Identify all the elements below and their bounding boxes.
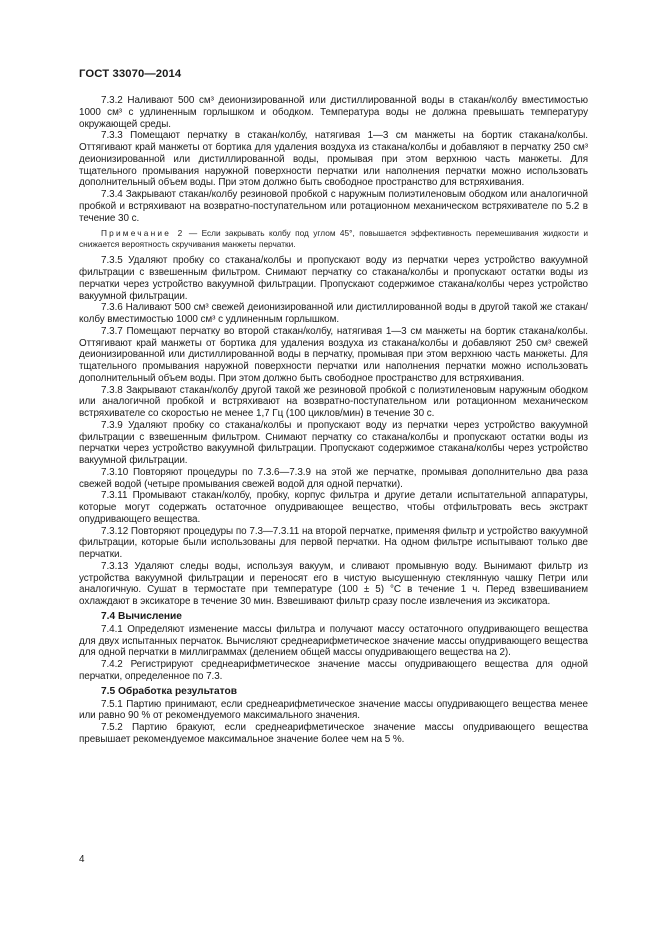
paragraph-7-3-8: 7.3.8 Закрывают стакан/колбу другой такой же резиновой пробкой с полиэтиленовым наружным ободком или аналогичной пробкой и встряхивают на возвратно-поступательном или ротационном механическом встряхивателе со скоростью не менее 1,7 Гц (100 циклов/мин) в течение 30 с. xyxy=(79,384,588,419)
paragraph-7-3-5: 7.3.5 Удаляют пробку со стакана/колбы и пропускают воду из перчатки через устройство вакуумной фильтрации с взвешенным фильтром. Снимают перчатку со стакана/колбы и пропускают остатки воды из перчатки через устройство вакуумной фильтрации. Пропускают содержимое стакана/колбы через устройство вакуумной фильтрации. xyxy=(79,255,588,302)
section-7-4-title: 7.4 Вычисление xyxy=(101,610,182,622)
paragraph-7-3-6: 7.3.6 Наливают 500 см³ свежей деионизированной или дистиллированной воды в другой такой же стакан/колбу вместимостью 1000 см³ с удлиненным горлышком. xyxy=(79,302,588,325)
paragraph-7-3-3: 7.3.3 Помещают перчатку в стакан/колбу, натягивая 1—3 см манжеты на бортик стакана/колбы. Оттягивают край манжеты от бортика для удаления воздуха из стакана/колбы и добавляют в перчатку 250 см³ деионизированной или дистиллированной воды, промывая при этом верхнюю часть манжеты. Для тщательного промывания наружной поверхности перчатки или наполнения перчатки можно использовать дополнительный объем воды. При этом должно быть свободное пространство для встряхивания. xyxy=(79,130,588,189)
body-content xyxy=(79,95,588,746)
paragraph-7-3-12: 7.3.12 Повторяют процедуры по 7.3—7.3.11 на второй перчатке, применяя фильтр и устройство вакуумной фильтрации, которые были использованы для первой перчатки. На одном фильтре испытывают только две перчатки. xyxy=(79,525,588,560)
paragraph-7-3-4: 7.3.4 Закрывают стакан/колбу резиновой пробкой с наружным полиэтиленовым ободком или аналогичной пробкой и встряхивают на возвратно-поступательном или ротационном механическом встряхивателе по 5.2 в течение 30 с. xyxy=(79,189,588,224)
section-7-5-title: 7.5 Обработка результатов xyxy=(101,685,238,697)
page-number: 4 xyxy=(79,854,85,865)
paragraph-7-5-1: 7.5.1 Партию принимают, если среднеарифметическое значение массы опудривающего вещества менее или равно 90 % от рекомендуемого максимального значения. xyxy=(79,698,588,722)
paragraph-7-3-2: 7.3.2 Наливают 500 см³ деионизированной или дистиллированной воды в стакан/колбу вместимостью 1000 см³ с удлиненным горлышком и ободком. Температура воды не должна превышать температуру окружающей среды. xyxy=(79,95,588,130)
note-text: — Если закрывать колбу под углом 45°, повышается эффективность перемешивания жидкости и снижается вероятность скручивания манжеты перчатки. xyxy=(79,228,588,250)
paragraph-7-4-2: 7.4.2 Регистрируют среднеарифметическое значение массы опудривающего вещества для одной перчатки, определенное по 7.3. xyxy=(79,659,588,682)
paragraph-7-4-1: 7.4.1 Определяют изменение массы фильтра и получают массу остаточного опудривающего вещества для двух испытанных перчаток. Вычисляют среднеарифметическое значение массы опудривающего вещества для одной перчатки в миллиграммах (делением общей массы опудривающего вещества на 2). xyxy=(79,623,588,659)
paragraph-7-3-13: 7.3.13 Удаляют следы воды, используя вакуум, и сливают промывную воду. Вынимают фильтр из устройства вакуумной фильтрации и переносят его в чистую высушенную стеклянную чашку Петри или аналогичную. Сушат в термостате при температуре (100 ± 5) °С в течение 1 ч. Перед взвешиванием охлаждают в эксикаторе в течение 30 мин. Взвешивают фильтр сразу после извлечения из эксикатора. xyxy=(79,560,588,607)
paragraph-7-3-7: 7.3.7 Помещают перчатку во второй стакан/колбу, натягивая 1—3 см манжеты на бортик стакана/колбы. Оттягивают край манжеты от бортика для удаления воздуха из стакана/колбы и добавляют 250 см³ свежей деионизированной или дистиллированной воды в перчатку, промывая при этом верхнюю часть манжеты. Для тщательного промывания наружной поверхности перчатки или наполнения перчатки можно использовать дополнительный объем воды. При этом должно быть свободное пространство для встряхивания. xyxy=(79,325,588,384)
note-label: Примечание 2 xyxy=(101,228,185,239)
paragraph-7-5-2: 7.5.2 Партию бракуют, если среднеарифметическое значение массы опудривающего вещества превышает рекомендуемое максимальное значение более чем на 5 %. xyxy=(79,722,588,745)
paragraph-7-3-11: 7.3.11 Промывают стакан/колбу, пробку, корпус фильтра и другие детали испытательной аппаратуры, которые могут содержать остаточное опудривающее вещество, чтобы отфильтровать весь экстракт опудривающего вещества. xyxy=(79,490,588,525)
paragraph-7-3-9: 7.3.9 Удаляют пробку со стакана/колбы и пропускают воду из перчатки через устройство вакуумной фильтрации с взвешенным фильтром. Снимают перчатку со стакана/колбы и пропускают остатки воды из перчатки через устройство вакуумной фильтрации. Пропускают содержимое стакана/колбы через устройство вакуумной фильтрации. xyxy=(79,419,588,466)
note-2 xyxy=(79,228,588,250)
standard-header: ГОСТ 33070—2014 xyxy=(79,68,182,80)
paragraph-7-3-10: 7.3.10 Повторяют процедуры по 7.3.6—7.3.9 на этой же перчатке, промывая дополнительно два раза свежей водой (четыре промывания свежей водой для одной перчатки). xyxy=(79,466,588,490)
